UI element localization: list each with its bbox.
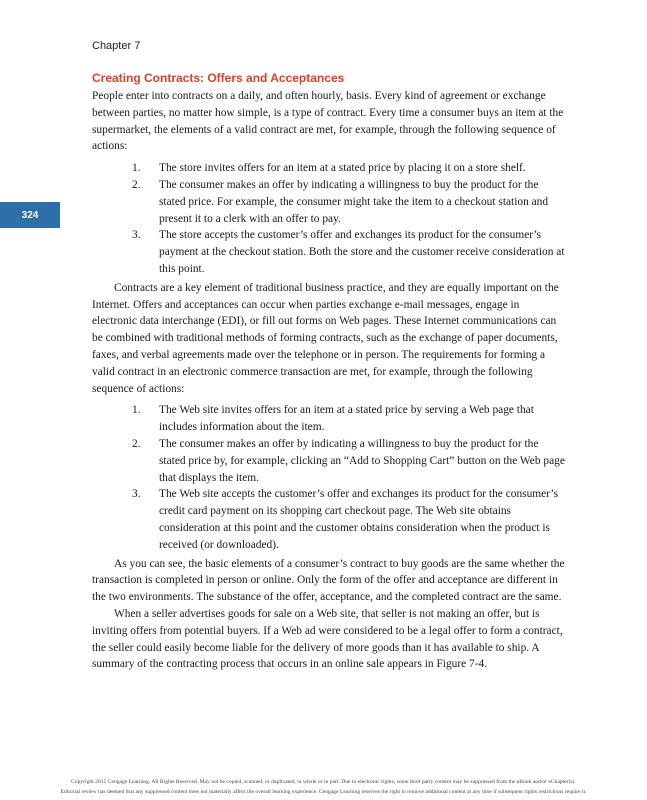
list-number: 1. (132, 404, 141, 417)
list-item (92, 177, 567, 227)
list-number: 1. (132, 162, 141, 175)
list-text: The Web site accepts the customer’s offer and exchanges its product for the consumer’s credit card payment on its shopping cart checkout page. The Web site obtains consideration at this point and the customer obtains consideration when the product is received (or downloaded). (159, 488, 558, 551)
list-item (92, 227, 567, 277)
paragraph-4: When a seller advertises goods for sale on a Web site, that seller is not making an offer, but is inviting offers from potential buyers. If a Web ad were considered to be a legal offer to form a contract, the seller could easily become liable for the delivery of more goods than it has available to ship. A summary of the contracting process that occurs in an online sale appears in Figure 7-4. (92, 607, 563, 671)
page-number-tab (0, 202, 60, 228)
web-actions-list (92, 402, 567, 553)
list-item (92, 402, 567, 436)
chapter-label: Chapter 7 (92, 40, 141, 52)
copyright-notice: Copyright 2015 Cengage Learning. All Rights Reserved. May not be copied, scanned, or duplicated, in whole or in part. Due to electronic rights, some third party content may be suppressed from the eBook and/or eChapter(s). (71, 779, 576, 785)
paragraph-3: As you can see, the basic elements of a consumer’s contract to buy goods are the same whether the transaction is completed in person or online. Only the form of the offer and acceptance are different in the two environments. The substance of the offer, acceptance, and the completed contract are the same. (92, 557, 565, 604)
list-text: The store accepts the customer’s offer and exchanges its product for the consumer’s payment at the checkout station. Both the store and the customer receive consideration at this point. (159, 229, 565, 275)
list-item (92, 436, 567, 486)
list-number: 2. (132, 437, 141, 450)
editorial-notice: Editorial review has deemed that any suppressed content does not materially affect the overall learning experience. Cengage Learning reserves the right to remove additional content at any time if subsequent rights restrictions require it. (60, 789, 587, 795)
list-number: 3. (132, 229, 141, 242)
list-text: The consumer makes an offer by indicating a willingness to buy the product for the stated price. For example, the consumer might take the item to a checkout station and present it to a clerk with an offer to pay. (159, 178, 549, 225)
section-heading: Creating Contracts: Offers and Acceptances (92, 71, 345, 85)
list-number: 2. (132, 178, 141, 191)
list-text: The consumer makes an offer by indicating a willingness to buy the product for the stated price by, for example, clicking an “Add to Shopping Cart” button on the Web page that displays the item. (159, 437, 565, 484)
list-number: 3. (132, 488, 141, 501)
store-actions-list (92, 160, 567, 278)
list-text: The store invites offers for an item at a stated price by placing it on a store shelf. (159, 162, 526, 175)
page-number: 324 (21, 209, 39, 221)
list-text: The Web site invites offers for an item at a stated price by serving a Web page that includes information about the item. (159, 404, 534, 434)
list-item (92, 486, 567, 553)
list-item (92, 160, 567, 177)
paragraph-2: Contracts are a key element of traditional business practice, and they are equally important on the Internet. Offers and acceptances can occur when parties exchange e-mail messages, engage in electronic data interchange (EDI), or fill out forms on Web pages. These Internet communications can be combined with traditional methods of forming contracts, such as the exchange of paper documents, faxes, and verbal agreements made over the telephone or in person. The requirements for forming a valid contract in an electronic commerce transaction are met, for example, through the following sequence of actions: (92, 281, 559, 395)
paragraph-1: People enter into contracts on a daily, and often hourly, basis. Every kind of agreement or exchange between parties, no matter how simple, is a type of contract. Every time a consumer buys an item at the supermarket, the elements of a valid contract are met, for example, through the following sequence of actions: (92, 90, 564, 153)
page-body (92, 70, 567, 673)
